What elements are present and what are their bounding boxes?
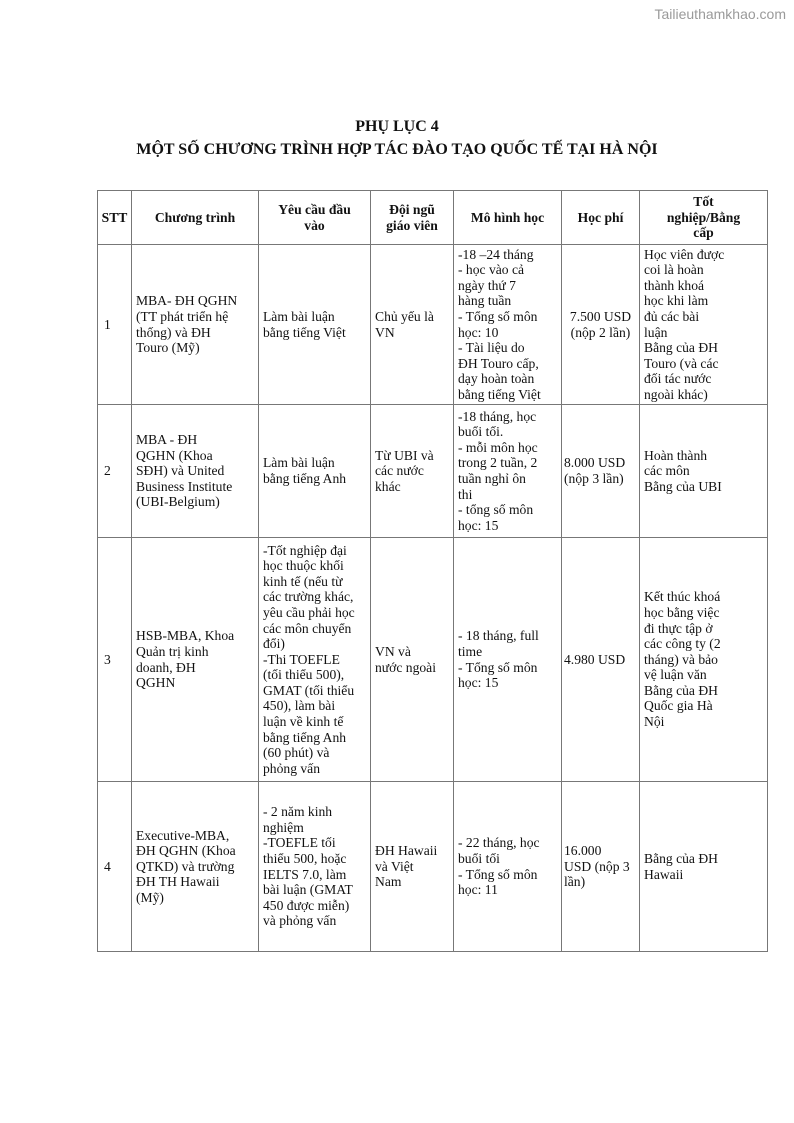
header-study-model: Mô hình học: [454, 191, 562, 245]
cell-entry-requirements: Làm bài luận bằng tiếng Việt: [259, 245, 371, 405]
header-stt: STT: [98, 191, 132, 245]
cell-faculty: ĐH Hawaii và Việt Nam: [371, 782, 454, 952]
cell-entry-requirements: Làm bài luận bằng tiếng Anh: [259, 405, 371, 538]
cell-program: MBA- ĐH QGHN (TT phát triển hệ thống) và ĐH Touro (Mỹ): [132, 245, 259, 405]
cell-stt: 4: [98, 782, 132, 952]
cell-study-model: - 22 tháng, học buổi tối - Tổng số môn học: 11: [454, 782, 562, 952]
header-faculty: Đội ngũ giáo viên: [371, 191, 454, 245]
cell-tuition: 4.980 USD: [562, 538, 640, 782]
table-row: [98, 782, 768, 952]
table-row: [98, 405, 768, 538]
cell-stt: 2: [98, 405, 132, 538]
table-header-row: [98, 191, 768, 245]
cell-tuition: 7.500 USD (nộp 2 lần): [562, 245, 640, 405]
table-row: [98, 245, 768, 405]
cell-faculty: Chủ yếu là VN: [371, 245, 454, 405]
watermark: Tailieuthamkhao.com: [654, 6, 786, 22]
cell-faculty: Từ UBI và các nước khác: [371, 405, 454, 538]
cell-stt: 3: [98, 538, 132, 782]
header-program: Chương trình: [132, 191, 259, 245]
cell-program: Executive-MBA, ĐH QGHN (Khoa QTKD) và trường ĐH TH Hawaii (Mỹ): [132, 782, 259, 952]
header-tuition: Học phí: [562, 191, 640, 245]
cell-study-model: -18 –24 tháng - học vào cả ngày thứ 7 hàng tuần - Tổng số môn học: 10 - Tài liệu do ĐH Touro cấp, dạy hoàn toàn bằng tiếng Việt: [454, 245, 562, 405]
cell-degree: Kết thúc khoá học bằng việc đi thực tập ở các công ty (2 tháng) và bảo vệ luận văn Bằng của ĐH Quốc gia Hà Nội: [640, 538, 768, 782]
header-degree: Tốt nghiệp/Bằng cấp: [640, 191, 768, 245]
cell-study-model: -18 tháng, học buổi tối. - mỗi môn học trong 2 tuần, 2 tuần nghỉ ôn thi - tổng số môn học: 15: [454, 405, 562, 538]
appendix-title: PHỤ LỤC 4: [355, 118, 439, 135]
table-row: [98, 538, 768, 782]
cell-entry-requirements: -Tốt nghiệp đại học thuộc khối kinh tế (nếu từ các trường khác, yêu cầu phải học các môn chuyển đổi) -Thi TOEFLE (tối thiểu 500), GMAT (tối thiểu 450), làm bài luận về kinh tế bằng tiếng Anh (60 phút) và phỏng vấn: [259, 538, 371, 782]
cell-tuition: 8.000 USD (nộp 3 lần): [562, 405, 640, 538]
programs-table: [97, 190, 768, 952]
cell-entry-requirements: - 2 năm kinh nghiệm -TOEFLE tối thiểu 500, hoặc IELTS 7.0, làm bài luận (GMAT 450 được miễn) và phỏng vấn: [259, 782, 371, 952]
header-entry-requirements: Yêu cầu đầu vào: [259, 191, 371, 245]
cell-study-model: - 18 tháng, full time - Tổng số môn học: 15: [454, 538, 562, 782]
cell-tuition: 16.000 USD (nộp 3 lần): [562, 782, 640, 952]
cell-degree: Hoàn thành các môn Bằng của UBI: [640, 405, 768, 538]
cell-degree: Học viên được coi là hoàn thành khoá học khi làm đủ các bài luận Bằng của ĐH Touro (và các đối tác nước ngoài khác): [640, 245, 768, 405]
cell-degree: Bằng của ĐH Hawaii: [640, 782, 768, 952]
appendix-subtitle: MỘT SỐ CHƯƠNG TRÌNH HỢP TÁC ĐÀO TẠO QUỐC TẾ TẠI HÀ NỘI: [136, 141, 658, 158]
cell-program: MBA - ĐH QGHN (Khoa SĐH) và United Business Institute (UBI-Belgium): [132, 405, 259, 538]
cell-program: HSB-MBA, Khoa Quản trị kinh doanh, ĐH QGHN: [132, 538, 259, 782]
cell-stt: 1: [98, 245, 132, 405]
cell-faculty: VN và nước ngoài: [371, 538, 454, 782]
